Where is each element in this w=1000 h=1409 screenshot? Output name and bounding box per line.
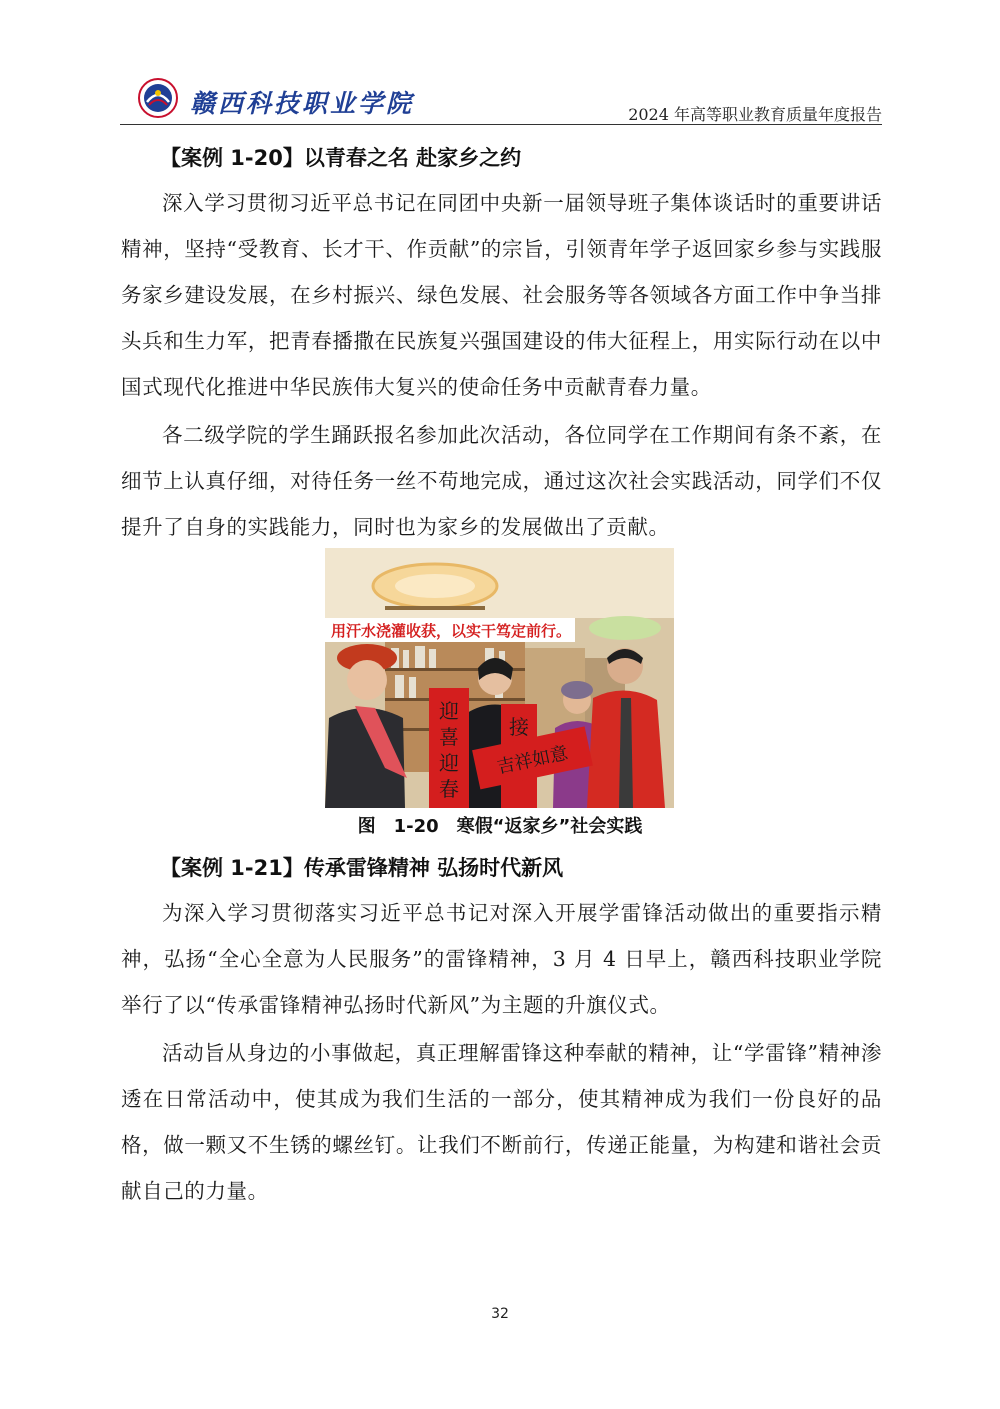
case-20-photo — [325, 548, 674, 808]
school-name: 赣西科技职业学院 — [190, 89, 415, 118]
school-emblem-icon — [138, 78, 178, 118]
couplet-right-text: 接 — [509, 715, 529, 739]
case-21-paragraph-2: 活动旨从身边的小事做起，真正理解雷锋这种奉献的精神，让“学雷锋”精神渗透在日常活动中，使其成为我们生活的一部分，使其精神成为我们一份良好的品格，做一颗又不生锈的螺丝钉。让我们不断前行，传递正能量，为构建和谐社会贡献自己的力量。 — [121, 1041, 882, 1203]
case-20-paragraph-1: 深入学习贯彻习近平总书记在同团中央新一届领导班子集体谈话时的重要讲话精神，坚持“受教育、长才干、作贡献”的宗旨，引领青年学子返回家乡参与实践服务家乡建设发展，在乡村振兴、绿色发展、社会服务等各领域各方面工作中争当排头兵和生力军，把青春播撒在民族复兴强国建设的伟大征程上，用实际行动在以中国式现代化推进中华民族伟大复兴的使命任务中贡献青春力量。 — [121, 191, 882, 399]
wall-banner-text: 用汗水浇灌收获，以实干笃定前行。 — [331, 622, 572, 640]
case-20-heading: 【案例 1-20】以青春之名 赴家乡之约 — [160, 146, 522, 170]
fu-banner-text: 吉祥如意 — [495, 742, 570, 779]
report-title: 2024 年高等职业教育质量年度报告 — [628, 105, 882, 124]
figure-caption: 图 1-20 寒假“返家乡”社会实践 — [357, 816, 643, 837]
couplet-left-text: 迎喜迎春 — [439, 699, 459, 801]
case-20-paragraph-2: 各二级学院的学生踊跃报名参加此次活动，各位同学在工作期间有条不紊，在细节上认真仔细，对待任务一丝不苟地完成，通过这次社会实践活动，同学们不仅提升了自身的实践能力，同时也为家乡的发展做出了贡献。 — [121, 423, 882, 539]
header-divider — [120, 124, 882, 125]
page-number: 32 — [491, 1306, 509, 1322]
case-21-heading: 【案例 1-21】传承雷锋精神 弘扬时代新风 — [160, 856, 564, 880]
page-header — [120, 70, 882, 126]
case-21-paragraph-1: 为深入学习贯彻落实习近平总书记对深入开展学雷锋活动做出的重要指示精神，弘扬“全心全意为人民服务”的雷锋精神，3 月 4 日早上，赣西科技职业学院举行了以“传承雷锋精神弘扬时代新风”为主题的升旗仪式。 — [121, 901, 882, 1017]
